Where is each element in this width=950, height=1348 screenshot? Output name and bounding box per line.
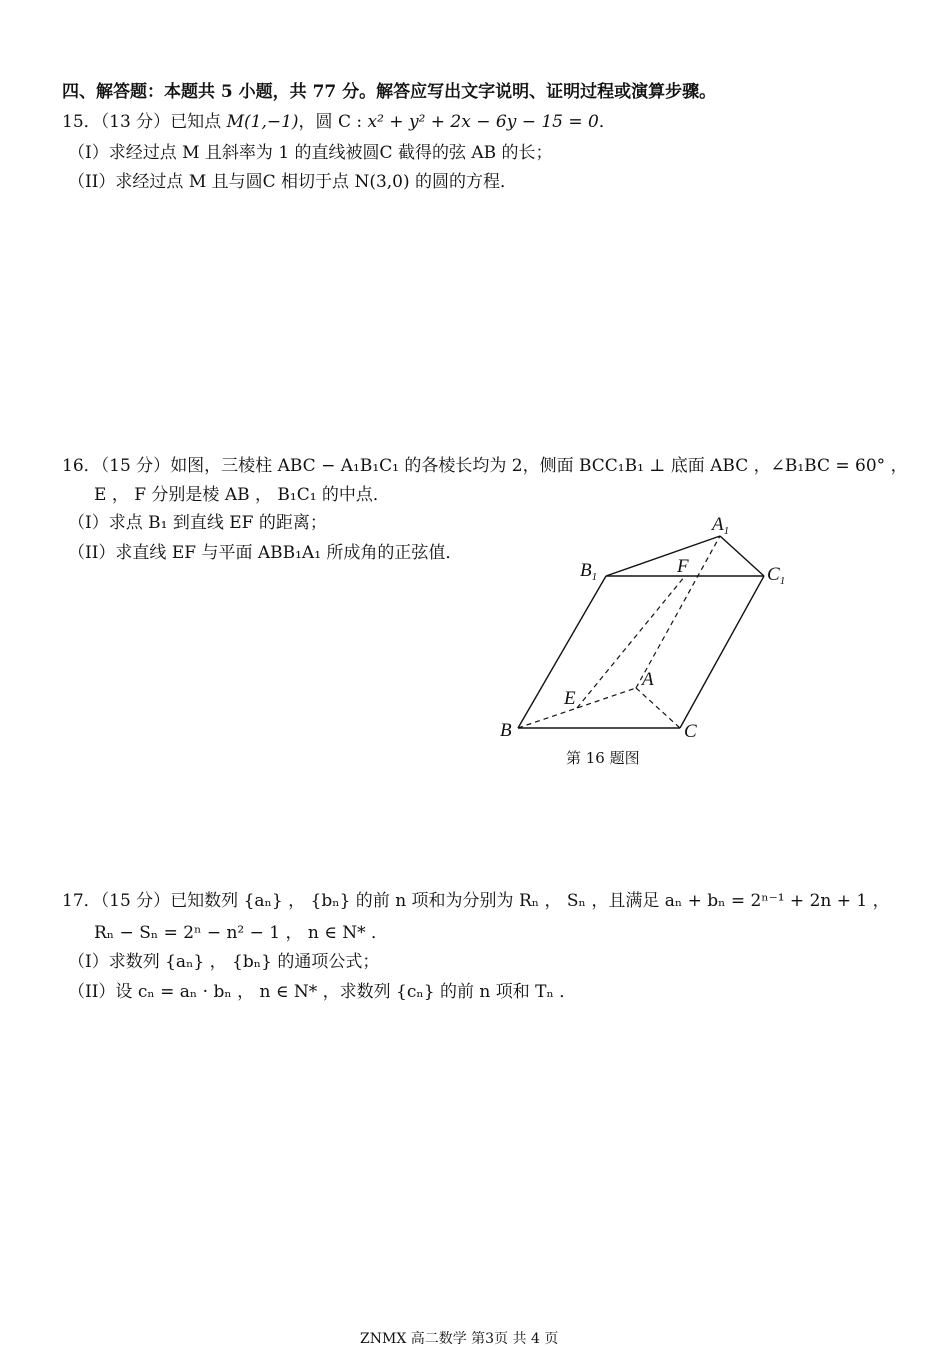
question-17-part-2: （II）设 cₙ = aₙ · bₙ ， n ∈ N* ，求数列 {cₙ} 的前 n 项和 Tₙ ．: [68, 982, 577, 1002]
question-15-stem-end: ．: [598, 112, 616, 132]
question-17-part-1: （I）求数列 {aₙ} ， {bₙ} 的通项公式；: [68, 952, 380, 972]
label-c1: $C_1$: [767, 564, 786, 587]
question-15-part-1: （I）求经过点 M 且斜率为 1 的直线被圆C 截得的弦 AB 的长；: [68, 143, 553, 163]
label-b1: $B_1$: [580, 560, 598, 583]
point-m: M(1,−1): [226, 112, 299, 132]
question-15-stem-text-2: ，圆 C :: [298, 112, 368, 132]
question-16-stem: [62, 454, 908, 478]
label-f: F: [677, 556, 689, 577]
edge-a-c-hidden: [636, 688, 680, 728]
edge-b-b1: [518, 576, 606, 728]
section-heading: 四、解答题：本题共 5 小题，共 77 分。解答应写出文字说明、证明过程或演算步骤。: [62, 82, 717, 102]
edge-b1-a1: [606, 536, 720, 576]
question-17-stem: [62, 889, 890, 913]
label-e: E: [564, 688, 576, 709]
label-c: C: [684, 721, 697, 742]
question-17-number: 17．: [62, 891, 101, 911]
question-15-stem: [62, 110, 616, 134]
question-16-points: （15 分）: [100, 456, 171, 476]
label-b: B: [500, 720, 512, 741]
label-a: A: [642, 669, 654, 690]
question-16-part-1: （I）求点 B₁ 到直线 EF 的距离；: [68, 513, 327, 533]
question-16-number: 16．: [62, 456, 101, 476]
question-16-stem-line-1: 如图，三棱柱 ABC − A₁B₁C₁ 的各棱长均为 2，侧面 BCC₁B₁ ⊥ 底面 ABC ，∠B₁BC = 60° ，: [170, 456, 908, 476]
question-17-stem-line-1: 已知数列 {aₙ} ， {bₙ} 的前 n 项和为分别为 Rₙ ， Sₙ ，且满足 aₙ + bₙ = 2ⁿ⁻¹ + 2n + 1 ，: [170, 891, 890, 911]
question-17-points: （15 分）: [100, 891, 171, 911]
page-footer: ZNMX 高二数学 第3页 共 4 页: [360, 1331, 559, 1347]
question-15-points: （13 分）: [100, 112, 171, 132]
question-16-stem-line-2: E ， F 分别是棱 AB ， B₁C₁ 的中点．: [94, 485, 390, 505]
figure-caption: 第 16 题图: [566, 749, 640, 767]
circle-equation: x² + y² + 2x − 6y − 15 = 0: [367, 112, 599, 132]
question-15-part-2: （II）求经过点 M 且与圆C 相切于点 N(3,0) 的圆的方程．: [68, 172, 518, 192]
segment-e-f-hidden: [577, 576, 685, 708]
edge-c1-c: [680, 576, 764, 728]
question-15-stem-text: 已知点: [170, 112, 227, 132]
prism-figure: [490, 508, 810, 748]
question-17-stem-line-2: Rₙ − Sₙ = 2ⁿ − n² − 1 ， n ∈ N* ．: [94, 923, 389, 943]
question-15-number: 15．: [62, 112, 101, 132]
question-16-part-2: （II）求直线 EF 与平面 ABB₁A₁ 所成角的正弦值．: [68, 543, 463, 563]
label-a1: $A_1$: [712, 514, 730, 537]
edge-a1-c1: [720, 536, 764, 576]
